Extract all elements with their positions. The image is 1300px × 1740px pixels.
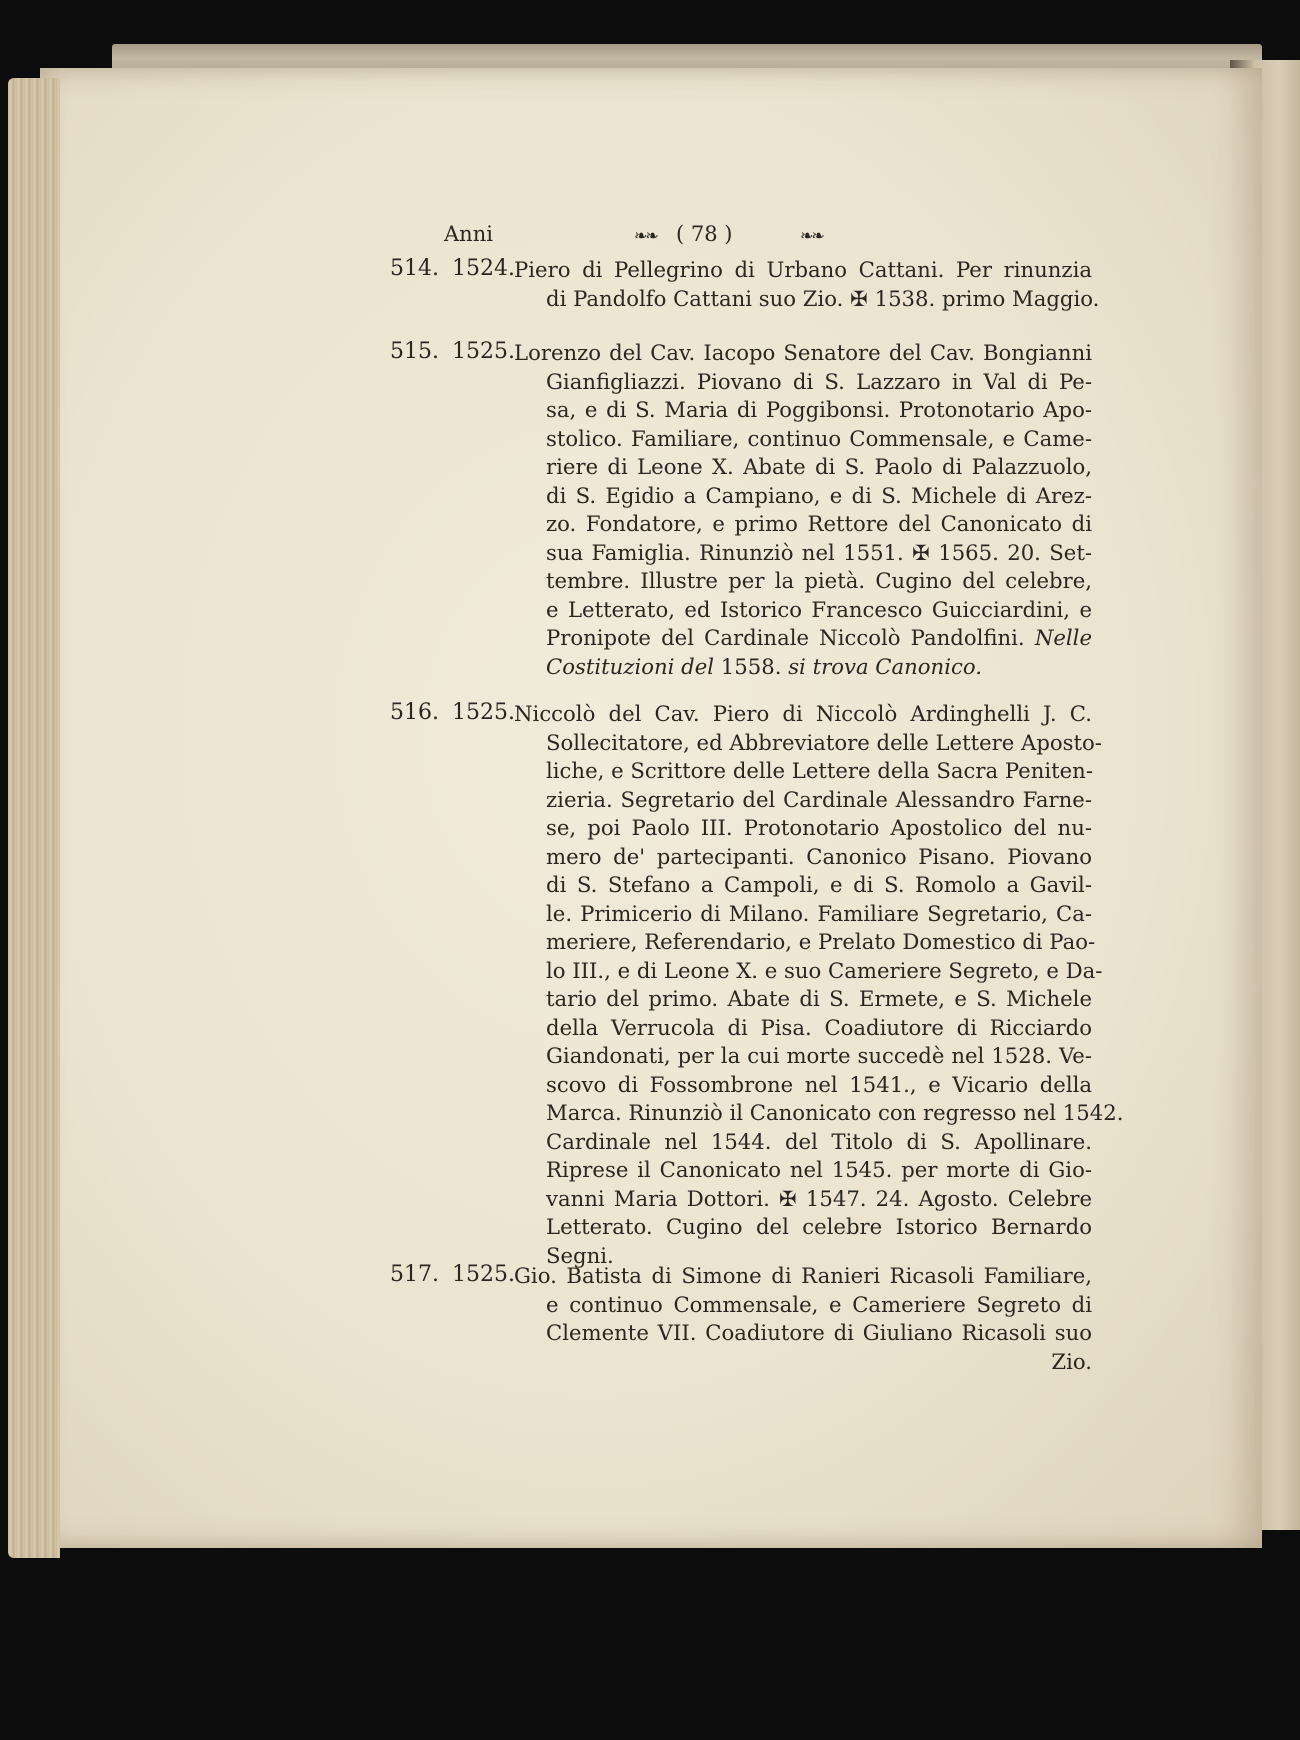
entry-year: 1525. <box>452 700 515 725</box>
text-line: Gio. Batista di Simone di Ranieri Ricasoli Familiare, <box>514 1263 1092 1288</box>
text-line: stolico. Familiare, continuo Commensale, e Came- <box>546 425 1092 451</box>
text-line: liche, e Scrittore delle Lettere della Sacra Peniten- <box>546 758 1093 783</box>
entry-text <box>514 700 1124 1270</box>
text-line: tario del primo. Abate di S. Ermete, e S. Michele <box>546 986 1092 1011</box>
text-line: vanni Maria Dottori. ✠ 1547. 24. Agosto. Celebre <box>546 1185 1092 1211</box>
entry-number: 515. <box>390 339 439 364</box>
entry-number: 517. <box>390 1262 439 1287</box>
text-line: mero de' partecipanti. Canonico Pisano. Piovano <box>546 843 1092 869</box>
text-line: Gianfigliazzi. Piovano di S. Lazzaro in Val di Pe- <box>546 368 1092 394</box>
text-line: Giandonati, per la cui morte succedè nel 1528. Ve- <box>546 1043 1092 1068</box>
text-line: Clemente VII. Coadiutore di Giuliano Ricasoli suo <box>546 1320 1092 1345</box>
entry-number: 514. <box>390 256 439 281</box>
text-line: le. Primicerio di Milano. Familiare Segretario, Ca- <box>546 900 1092 926</box>
text-line: Segni. <box>546 1242 614 1268</box>
text-line: di S. Stefano a Campoli, e di S. Romolo a Gavil- <box>546 872 1092 897</box>
text-line: Lorenzo del Cav. Iacopo Senatore del Cav. Bongianni <box>514 340 1092 365</box>
text-line: sua Famiglia. Rinunziò nel 1551. ✠ 1565. 20. Set- <box>546 539 1092 565</box>
page-number: ( 78 ) <box>676 222 733 246</box>
text-line: sa, e di S. Maria di Poggibonsi. Protonotario Apo- <box>546 397 1092 422</box>
ornament-left: ❧❧ <box>634 226 657 245</box>
text-line: di S. Egidio a Campiano, e di S. Michele di Arez- <box>546 482 1092 508</box>
text-line: scovo di Fossombrone nel 1541., e Vicario della <box>546 1071 1092 1097</box>
text-line: e continuo Commensale, e Cameriere Segreto di <box>546 1291 1092 1317</box>
text-line: Niccolò del Cav. Piero di Niccolò Ardinghelli J. C. <box>514 701 1092 726</box>
text-line: Sollecitatore, ed Abbreviatore delle Lettere Aposto- <box>546 729 1102 755</box>
text-line: zieria. Segretario del Cardinale Alessandro Farne- <box>546 786 1092 812</box>
text-line: zo. Fondatore, e primo Rettore del Canonicato di <box>546 511 1092 536</box>
text-line: lo III., e di Leone X. e suo Cameriere Segreto, e Da- <box>546 957 1103 983</box>
entry-year: 1525. <box>452 339 515 364</box>
text-segment: 1558. <box>720 653 782 679</box>
text-line: Cardinale nel 1544. del Titolo di S. Apollinare. <box>546 1128 1092 1154</box>
italic-segment: Nelle <box>1034 625 1092 650</box>
entry-text <box>514 339 1092 681</box>
italic-segment: Costituzioni del <box>546 653 715 679</box>
text-line: Marca. Rinunziò il Canonicato con regresso nel 1542. <box>546 1100 1124 1125</box>
text-line: tembre. Illustre per la pietà. Cugino del celebre, <box>546 568 1092 593</box>
text-line: Riprese il Canonicato nel 1545. per morte di Gio- <box>546 1157 1092 1182</box>
entry-year: 1524. <box>452 256 515 281</box>
entry-number: 516. <box>390 700 439 725</box>
text-line: della Verrucola di Pisa. Coadiutore di Ricciardo <box>546 1014 1092 1040</box>
text-line: Zio. <box>1051 1348 1092 1374</box>
text-line: Piero di Pellegrino di Urbano Cattani. Per rinunzia <box>514 257 1092 282</box>
text-line: e Letterato, ed Istorico Francesco Guicciardini, e <box>546 596 1092 622</box>
text-line-with-italic <box>514 653 1092 682</box>
ornament-right: ❧❧ <box>800 226 823 245</box>
running-head-anni: Anni <box>444 222 493 246</box>
text-line-with-italic <box>514 624 1092 653</box>
entry-text <box>514 256 1100 313</box>
text-line: meriere, Referendario, e Prelato Domestico di Pao- <box>546 929 1096 954</box>
text-line: Letterato. Cugino del celebre Istorico Bernardo <box>546 1214 1092 1239</box>
text-segment: Pronipote del Cardinale Niccolò Pandolfini. <box>546 625 1025 650</box>
italic-segment: si trova Canonico. <box>788 653 982 679</box>
entry-year: 1525. <box>452 1262 515 1287</box>
text-line: se, poi Paolo III. Protonotario Apostolico del nu- <box>546 815 1092 840</box>
entry-text <box>514 1262 1092 1376</box>
page-stack-edge <box>8 78 60 1558</box>
text-line: di Pandolfo Cattani suo Zio. ✠ 1538. primo Maggio. <box>546 285 1100 311</box>
text-line: riere di Leone X. Abate di S. Paolo di Palazzuolo, <box>546 454 1092 479</box>
